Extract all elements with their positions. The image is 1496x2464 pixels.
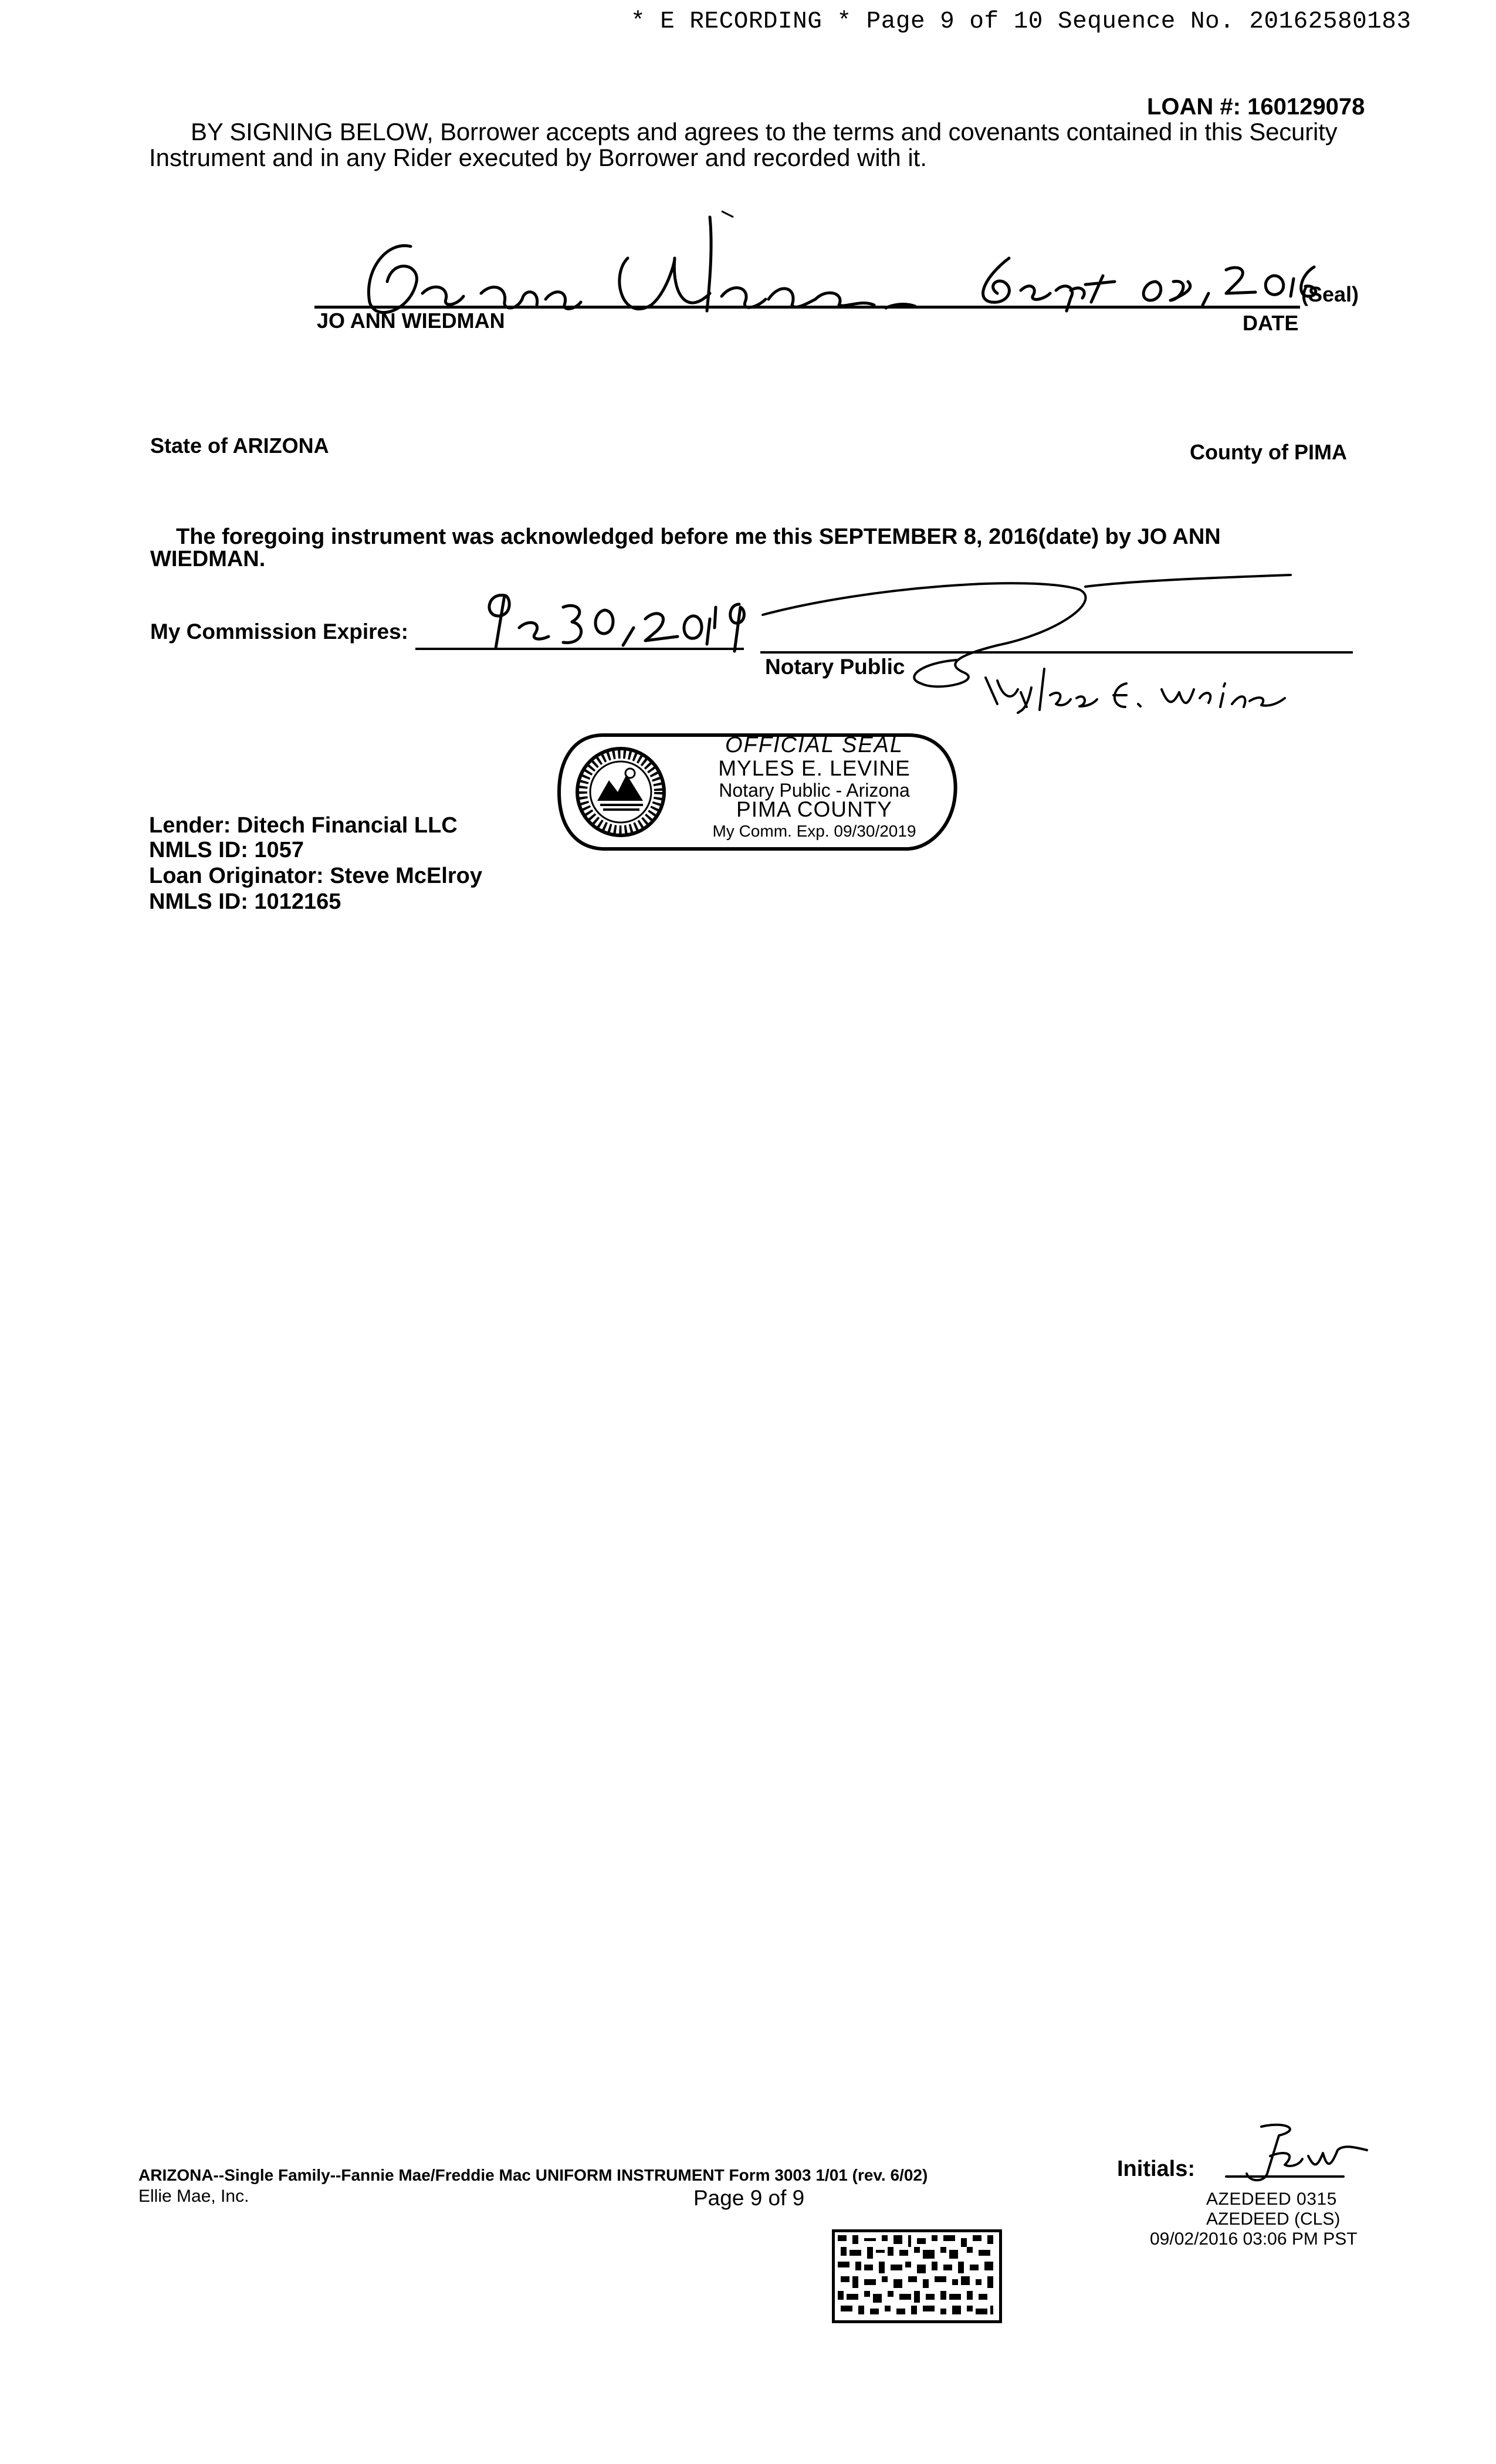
acknowledgment-line-2: WIEDMAN. bbox=[150, 547, 266, 571]
initials-handwritten bbox=[1214, 2118, 1367, 2188]
notary-public-label: Notary Public bbox=[765, 655, 905, 679]
loan-number: LOAN #: 160129078 bbox=[1147, 94, 1365, 120]
notary-signature-line bbox=[760, 651, 1353, 654]
recording-header: * E RECORDING * Page 9 of 10 Sequence No. 20162580183 bbox=[631, 8, 1412, 35]
form-title: ARIZONA--Single Family--Fannie Mae/Freddie Mac UNIFORM INSTRUMENT Form 3003 1/01 (rev. 6/02) bbox=[138, 2166, 928, 2184]
intro-line-2: Instrument and in any Rider executed by Borrower and recorded with it. bbox=[149, 144, 928, 171]
lender-nmls: NMLS ID: 1057 bbox=[149, 838, 304, 862]
commission-handwritten-date bbox=[469, 587, 774, 657]
acknowledgment-line-1: The foregoing instrument was acknowledged before me this SEPTEMBER 8, 2016(date) by JO ANN bbox=[176, 524, 1221, 549]
stamp-notary-public: Notary Public - Arizona bbox=[719, 780, 910, 801]
originator-nmls: NMLS ID: 1012165 bbox=[149, 889, 341, 914]
stamp-notary-name: MYLES E. LEVINE bbox=[718, 756, 911, 780]
footer-code-2: AZEDEED (CLS) bbox=[1206, 2209, 1341, 2229]
page-number: Page 9 of 9 bbox=[693, 2186, 805, 2210]
county-label: County of PIMA bbox=[1190, 440, 1347, 464]
seal-label: (Seal) bbox=[1301, 282, 1359, 306]
document-barcode bbox=[832, 2229, 1002, 2323]
commission-expires-label: My Commission Expires: bbox=[150, 620, 409, 644]
commission-line bbox=[415, 648, 744, 650]
publisher: Ellie Mae, Inc. bbox=[138, 2187, 249, 2206]
stamp-expiration: My Comm. Exp. 09/30/2019 bbox=[712, 822, 916, 840]
borrower-name: JO ANN WIEDMAN bbox=[317, 309, 505, 333]
loan-originator: Loan Originator: Steve McElroy bbox=[149, 864, 482, 888]
footer-code-1: AZEDEED 0315 bbox=[1206, 2189, 1337, 2209]
stamp-county: PIMA COUNTY bbox=[736, 797, 892, 821]
intro-line-1: BY SIGNING BELOW, Borrower accepts and agrees to the terms and covenants contained in this Security bbox=[191, 118, 1338, 145]
signature-date-label: DATE bbox=[1243, 311, 1299, 335]
footer-timestamp: 09/02/2016 03:06 PM PST bbox=[1150, 2229, 1358, 2249]
lender-name: Lender: Ditech Financial LLC bbox=[149, 813, 458, 838]
notary-handwritten-signature bbox=[751, 563, 1338, 716]
borrower-handwritten-date bbox=[962, 235, 1326, 323]
state-label: State of ARIZONA bbox=[150, 434, 329, 458]
stamp-title: OFFICIAL SEAL bbox=[725, 733, 904, 757]
initials-label: Initials: bbox=[1117, 2157, 1196, 2181]
official-seal-stamp bbox=[556, 730, 961, 854]
